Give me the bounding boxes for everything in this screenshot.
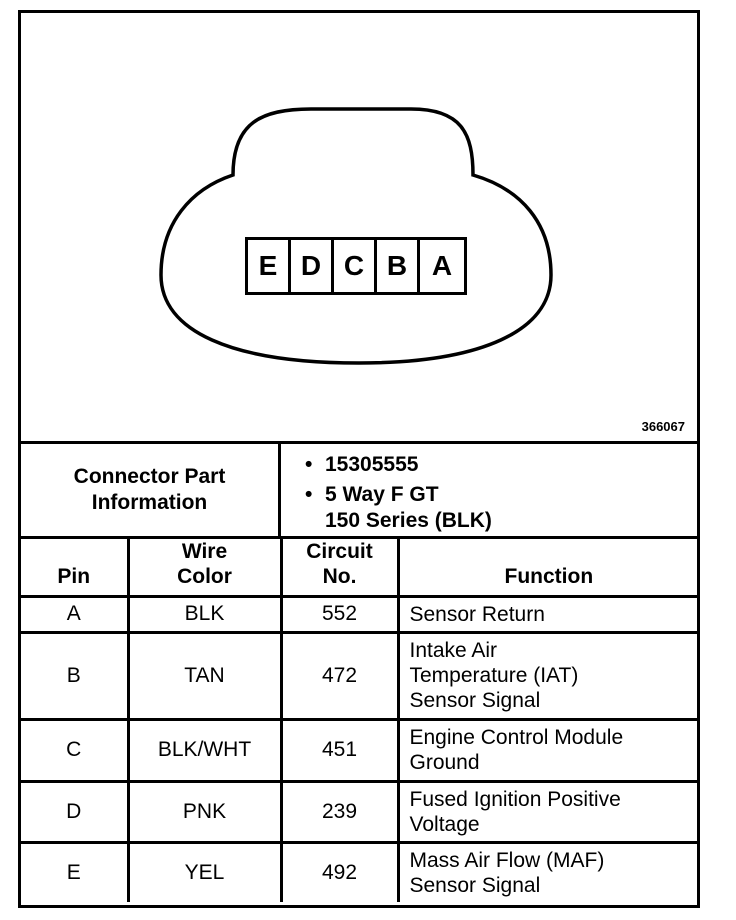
cell-wire-color: TAN: [128, 632, 281, 719]
header-pin: Pin: [21, 536, 128, 596]
function-line: Mass Air Flow (MAF): [409, 848, 605, 872]
connector-pin-b: B: [377, 240, 420, 292]
header-circuit-line1: Circuit: [306, 539, 373, 563]
header-wire-line2: Color: [177, 564, 232, 588]
function-line: Voltage: [409, 812, 480, 836]
part-number-item: [305, 452, 697, 478]
table-row: [21, 632, 697, 719]
table-row: [21, 842, 697, 902]
function-line: Sensor Signal: [409, 873, 541, 897]
cell-function: [398, 596, 697, 632]
header-wire-color: [128, 536, 281, 596]
bullet-icon: •: [305, 453, 313, 476]
function-line: Fused Ignition Positive: [409, 787, 621, 811]
cell-function: [398, 842, 697, 902]
function-line: Sensor Signal: [409, 689, 541, 712]
cell-wire-color: PNK: [128, 781, 281, 842]
cell-wire-color: YEL: [128, 842, 281, 902]
connector-pin-a: A: [431, 250, 453, 281]
cell-function: [398, 719, 697, 781]
header-function: Function: [398, 536, 697, 596]
cell-circuit: 472: [281, 632, 398, 719]
cell-function: [398, 632, 697, 719]
connector-pin-c: C: [334, 240, 377, 292]
cell-function: [398, 781, 697, 842]
table-row: [21, 719, 697, 781]
document-frame: [18, 10, 700, 908]
part-info-label-line1: Connector Part: [73, 465, 226, 488]
bullet-icon: •: [305, 483, 313, 506]
cell-wire-color: BLK/WHT: [128, 719, 281, 781]
connector-pin-e: E: [248, 240, 291, 292]
header-circuit-line2: No.: [322, 564, 357, 588]
part-description-line2: 150 Series (BLK): [325, 509, 492, 532]
cell-pin: B: [21, 632, 128, 719]
part-info-list: [281, 444, 697, 536]
table-row: [21, 781, 697, 842]
pinout-table: [21, 536, 697, 902]
function-line: Sensor Return: [409, 602, 545, 626]
function-line: Engine Control Module: [409, 726, 624, 749]
figure-number: 366067: [641, 419, 685, 434]
part-info-label: [21, 444, 281, 536]
table-header-row: [21, 536, 697, 596]
cell-pin: E: [21, 842, 128, 902]
part-description-item: [305, 482, 697, 534]
function-line: Intake Air: [409, 639, 498, 662]
function-line: Temperature (IAT): [409, 664, 579, 687]
cell-wire-color: BLK: [128, 596, 281, 632]
header-circuit-no: [281, 536, 398, 596]
cell-circuit: 239: [281, 781, 398, 842]
part-number: 15305555: [325, 453, 419, 476]
cell-pin: A: [21, 596, 128, 632]
connector-pin-row: [245, 237, 467, 295]
cell-circuit: 552: [281, 596, 398, 632]
part-description-line1: 5 Way F GT: [325, 483, 439, 506]
function-line: Ground: [409, 751, 480, 774]
connector-pin-d: D: [291, 240, 334, 292]
cell-circuit: 492: [281, 842, 398, 902]
table-row: [21, 596, 697, 632]
part-info-label-line2: Information: [91, 491, 208, 514]
cell-pin: C: [21, 719, 128, 781]
cell-pin: D: [21, 781, 128, 842]
cell-circuit: 451: [281, 719, 398, 781]
connector-part-info: [21, 441, 697, 539]
header-wire-line1: Wire: [181, 539, 228, 563]
connector-diagram: [21, 13, 697, 441]
connector-outline: [21, 13, 697, 441]
